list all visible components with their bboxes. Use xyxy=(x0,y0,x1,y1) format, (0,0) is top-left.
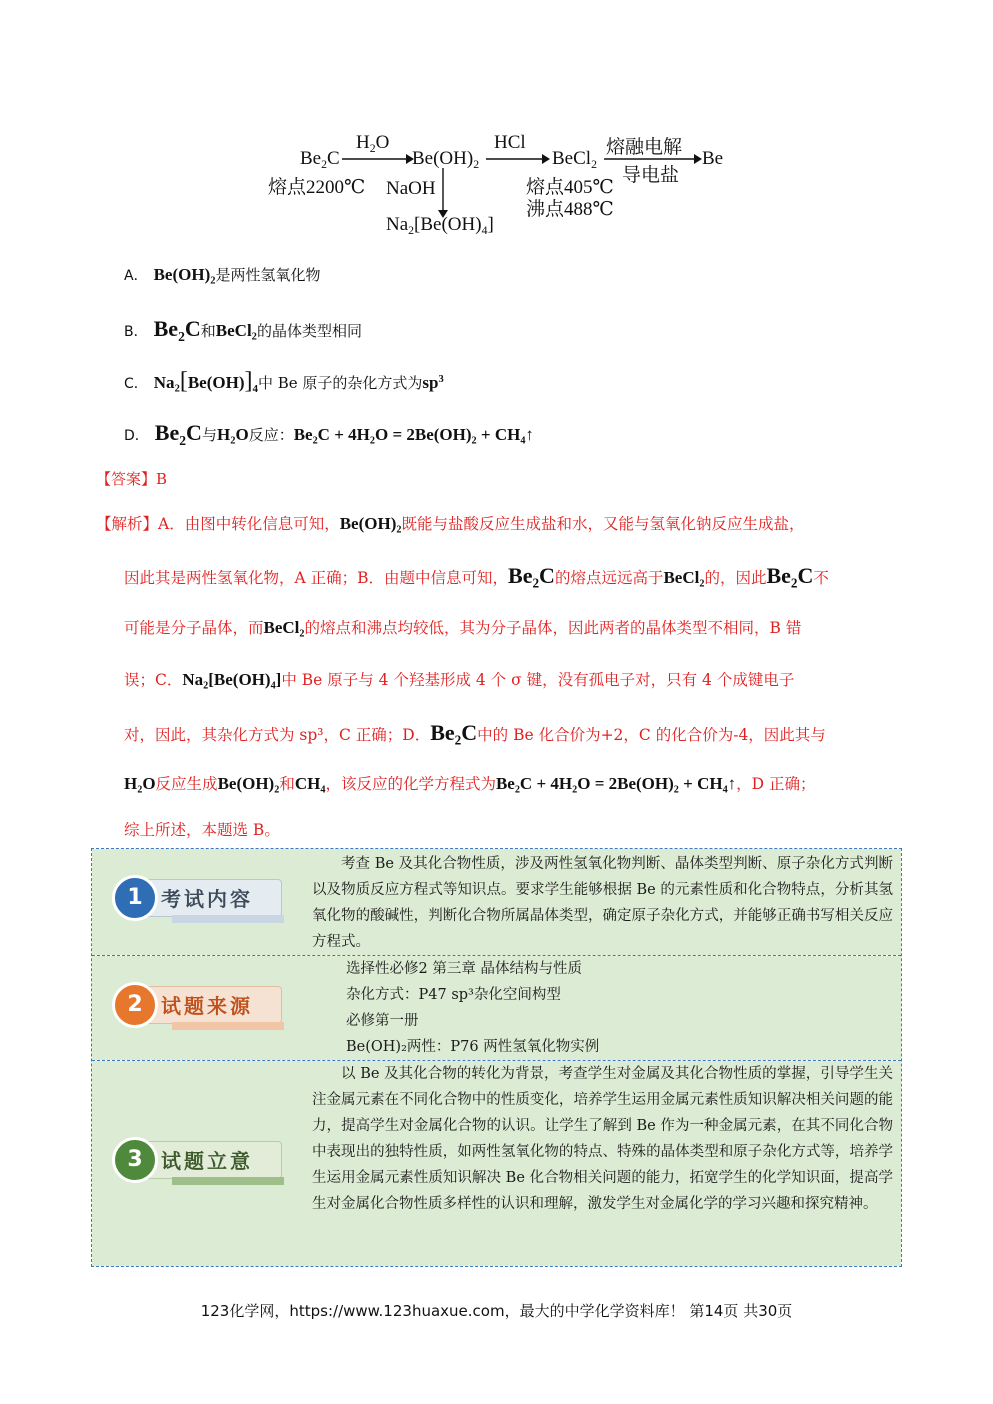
table-row xyxy=(92,849,901,955)
analysis-line-7: 综上所述，本题选 B。 xyxy=(124,821,280,839)
row-text: 以 Be 及其化合物的转化为背景，考查学生对金属及其化合物性质的掌握，引导学生关注金属元素在不同化合物中的性质变化，培养学生运用金属元素性质知识解决相关问题的能力，提高学生对金属化合物的认识。让学生了解到 Be 作为一种金属元素，在其不同化合物中表现出的独特性质，如两性氢氧化物的特点、特殊的晶体类型和原子杂化方式等，培养学生运用金属元素性质知识解决 Be 化合物相关问题的能力，拓宽学生的化学知识面，提高学生对金属化合物性质多样性的认识和理解，激发学生对金属化学的学习兴趣和探究精神。 xyxy=(312,1066,893,1212)
row-label-banner xyxy=(112,982,292,1028)
table-row xyxy=(92,1061,901,1266)
row-text: 考查 Be 及其化合物性质，涉及两性氢氧化物判断、晶体类型判断、原子杂化方式判断以及物质反应方程式等知识点。要求学生能够根据 Be 的元素性质和化合物特点，分析其氢氧化物的酸碱性，判断化合物所属晶体类型，确定原子杂化方式，并能够正确书写相关反应方程式。 xyxy=(312,856,893,950)
formula: BeCl$_2$ xyxy=(215,321,257,343)
analysis-line-1: 【解析】A．由图中转化信息可知，Be(OH)₂既能与盐酸反应生成盐和水，又能与氢氧化钠反应生成盐， xyxy=(96,514,805,533)
page-footer: 123化学网，https://www.123huaxue.com，最大的中学化学资料库！ 第14页 共30页 xyxy=(200,1302,793,1320)
hybridization: $sp^3$ xyxy=(422,373,444,392)
row-label: 试题来源 xyxy=(130,986,282,1024)
analysis-line-3: 可能是分子晶体，而BeCl₂的熔点和沸点均较低，其为分子晶体，因此两者的晶体类型不相同，B 错 xyxy=(124,618,802,637)
row-label-banner xyxy=(112,875,292,921)
formula: $H_2O$ xyxy=(216,425,249,447)
arrow-right-icon xyxy=(342,152,414,166)
formula: $Na_2$ xyxy=(153,373,180,395)
sodium-beryllate-node: $Na_2[Be(OH)_4]$ xyxy=(386,214,494,238)
option-c: C． $Na_2[Be(OH)]_4$中 Be 原子的杂化方式为$sp^3$ xyxy=(124,368,444,395)
answer-label: 【答案】 xyxy=(96,470,157,488)
be2c-node: $Be_2C$ xyxy=(300,148,340,172)
equation: Be₂C + 4H₂O = 2Be(OH)₂ + CH₄↑ xyxy=(293,425,534,444)
beoh2-node: $Be(OH)_2$ xyxy=(412,148,480,172)
formula: $Be_2C$ xyxy=(153,316,201,344)
formula: $Be_2C$ xyxy=(154,420,202,448)
formula: $Be(OH)_2$ xyxy=(153,265,216,287)
option-d: D． $Be_2C$与$H_2O$反应：Be₂C + 4H₂O = 2Be(OH)₂ + CH₄↑ xyxy=(124,420,534,448)
row-number-badge: 1 xyxy=(112,875,158,921)
analysis-line-2: 因此其是两性氢氧化物，A 正确；B．由题中信息可知，Be₂C的熔点远远高于BeCl₂的，因此Be₂C不 xyxy=(124,563,829,588)
conductive-salt-condition: 导电盐 xyxy=(622,165,680,186)
info-table xyxy=(91,848,902,1267)
answer-value: B xyxy=(156,470,168,488)
h2o-reagent: $H_2O$ xyxy=(356,132,390,156)
analysis-line-5: 对，因此，其杂化方式为 sp³，C 正确；D．Be₂C中的 Be 化合价为+2，C 的化合价为-4，因此其与 xyxy=(124,720,826,745)
arrow-down-icon xyxy=(436,168,450,218)
row-number-badge: 2 xyxy=(112,982,158,1028)
answer xyxy=(96,468,167,489)
row-label-banner xyxy=(112,1137,292,1183)
analysis-label: 【解析】 xyxy=(96,515,159,533)
analysis-line-6: H₂O反应生成Be(OH)₂和CH₄，该反应的化学方程式为Be₂C + 4H₂O = 2Be(OH)₂ + CH₄↑，D 正确； xyxy=(124,774,816,793)
electrolysis-condition: 熔融电解 xyxy=(606,137,683,158)
analysis-line-4: 误；C．Na₂[Be(OH)₄]中 Be 原子与 4 个羟基形成 4 个 σ 键，没有孤电子对，只有 4 个成键电子 xyxy=(124,670,795,689)
hcl-reagent: HCl xyxy=(494,132,526,153)
becl2-node: BeCl$_2$ xyxy=(552,148,597,172)
be-node: Be xyxy=(702,148,724,169)
table-row xyxy=(92,956,901,1060)
conversion-diagram xyxy=(260,128,740,240)
arrow-right-icon xyxy=(486,152,550,166)
option-a: A． $Be(OH)_2$是两性氢氧化物 xyxy=(124,265,321,287)
be2c-melting-point: 熔点2200℃ xyxy=(268,177,366,198)
becl2-melting-point: 熔点405℃ xyxy=(526,177,614,198)
row-label: 考试内容 xyxy=(130,879,282,917)
row-number-badge: 3 xyxy=(112,1137,158,1183)
row-text: 选择性必修2 第三章 晶体结构与性质 杂化方式：P47 sp³杂化空间构型 必修第一册 Be(OH)₂两性：P76 两性氢氧化物实例 xyxy=(346,961,600,1055)
formula: Be(OH) xyxy=(187,373,245,392)
row-label: 试题立意 xyxy=(130,1141,282,1179)
option-b: B． $Be_2C$和BeCl$_2$的晶体类型相同 xyxy=(124,316,362,344)
becl2-boiling-point: 沸点488℃ xyxy=(526,199,614,220)
naoh-reagent: NaOH xyxy=(386,178,436,199)
